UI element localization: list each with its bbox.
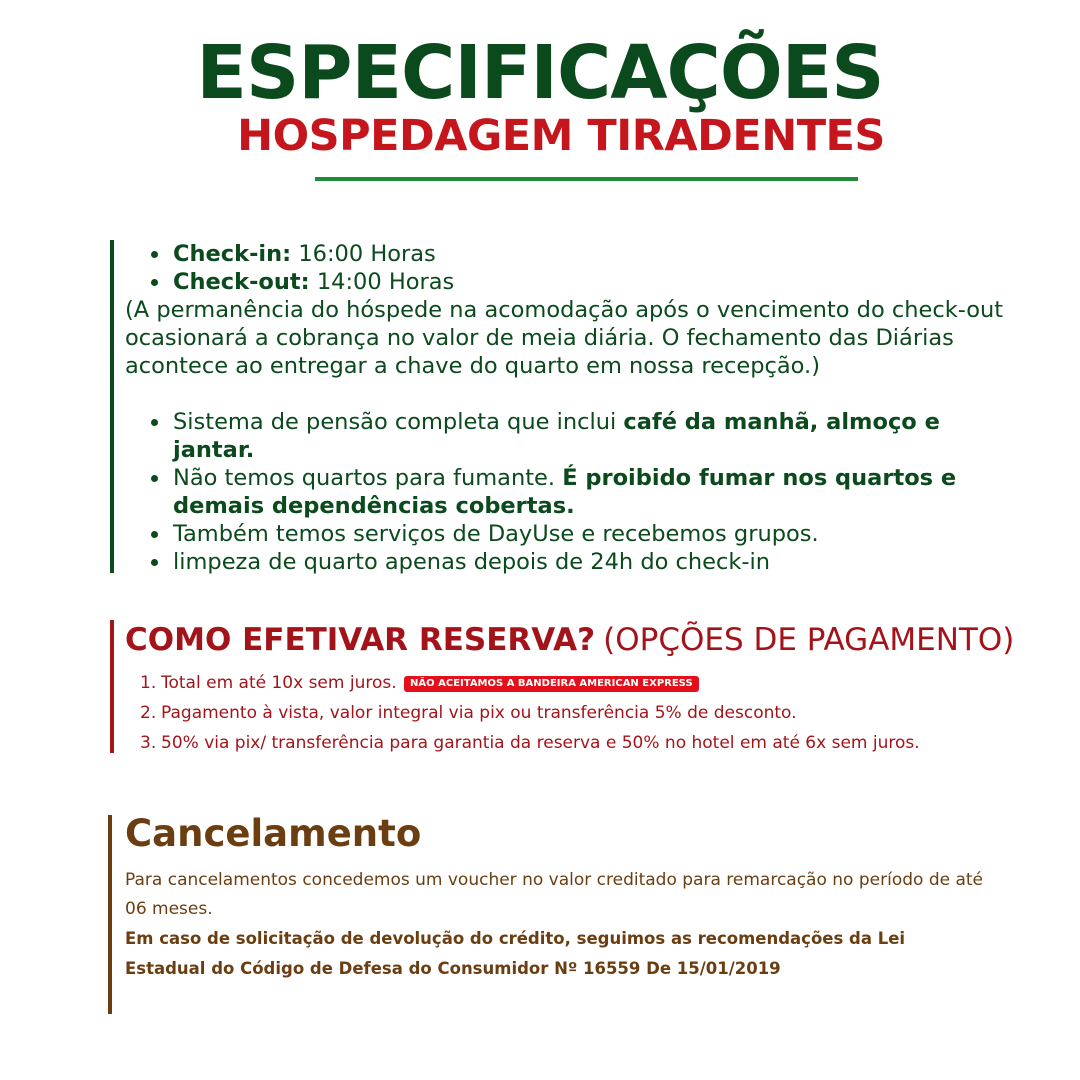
cancellation-body [125,866,985,984]
reservation-heading-bold: COMO EFETIVAR RESERVA? [125,622,596,658]
pension-bold: café da manhã, almoço e jantar. [173,409,940,463]
cancellation-legal-text: Em caso de solicitação de devolução do crédito, seguimos as recomendações da Lei Estadual do Código de Defesa do Consumidor Nº 16559 De 15/01/2019 [125,929,906,978]
smoking-text: Não temos quartos para fumante. [173,465,563,491]
option-number: 1. [140,673,157,693]
smoking-bold: É proibido fumar nos quartos e demais dependências cobertas. [173,465,957,519]
page-subtitle: HOSPEDAGEM TIRADENTES [237,111,885,161]
checkout-value: 14:00 Horas [316,269,455,295]
dayuse-text: Também temos serviços de DayUse e recebemos grupos. [173,521,819,547]
cancellation-text: Para cancelamentos concedemos um voucher no valor creditado para remarcação no período de até 06 meses. [125,870,984,919]
section1-accent-bar [110,240,114,573]
section2-accent-bar [110,620,114,753]
list-item-checkin [125,240,1025,268]
option-text: Pagamento à vista, valor integral via pix ou transferência 5% de desconto. [161,703,797,723]
title-divider [315,177,858,181]
list-item-checkout [125,268,1025,296]
policy-list [125,408,1025,576]
payment-option-1 [125,668,1025,698]
cleaning-text: limpeza de quarto apenas depois de 24h do check-in [173,549,771,575]
checkout-label: Check-out: [173,269,310,295]
list-item-pension [125,408,1025,464]
list-item-cleaning [125,548,1025,576]
reservation-heading [125,620,1014,660]
checkin-label: Check-in: [173,241,292,267]
pension-text: Sistema de pensão completa que inclui [173,409,624,435]
checkin-list [125,240,1025,296]
checkout-note: (A permanência do hóspede na acomodação após o vencimento do check-out ocasionará a cobrança no valor de meia diária. O fechamento das Diárias acontece ao entregar a chave do quarto em nossa recepção.) [125,297,1004,379]
page-title: ESPECIFICAÇÕES [196,30,884,116]
cancellation-heading: Cancelamento [125,812,422,855]
option-text: Total em até 10x sem juros. [161,673,397,693]
amex-warning-badge: NÃO ACEITAMOS A BANDEIRA AMERICAN EXPRESS [404,676,699,692]
payment-option-3 [125,728,1025,758]
option-number: 2. [140,703,157,723]
checkin-value: 16:00 Horas [298,241,436,267]
payment-option-2 [125,698,1025,728]
section3-accent-bar [108,815,112,1014]
option-text: 50% via pix/ transferência para garantia da reserva e 50% no hotel em até 6x sem juros. [161,733,920,753]
reservation-heading-light: (OPÇÕES DE PAGAMENTO) [603,622,1015,658]
list-item-dayuse [125,520,1025,548]
payment-options-list [125,668,1025,758]
option-number: 3. [140,733,157,753]
list-item-smoking [125,464,1025,520]
section-specifications [125,240,1025,576]
